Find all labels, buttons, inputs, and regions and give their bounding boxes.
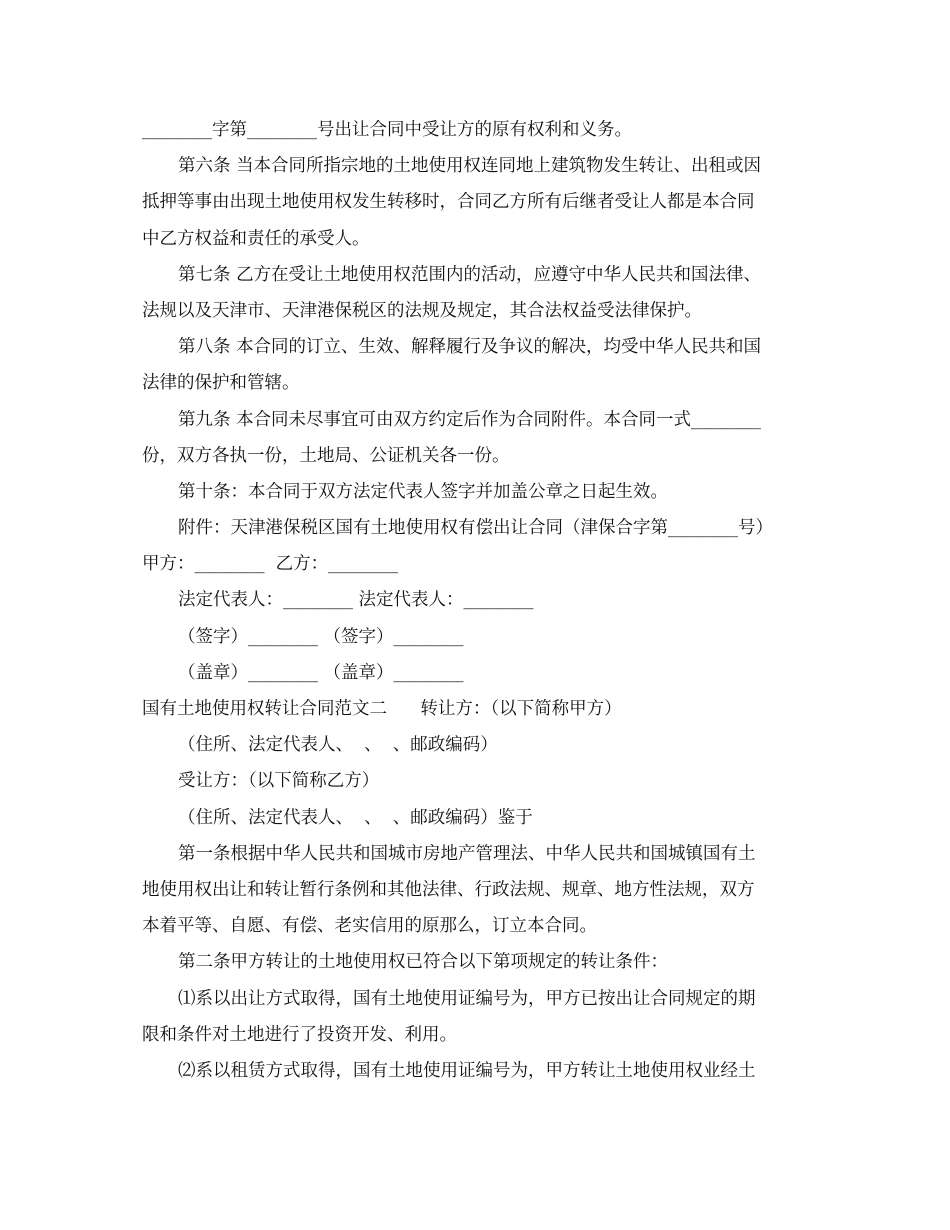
document-page xyxy=(142,112,807,1089)
text-line: 附件：天津港保税区国有土地使用权有偿出让合同（津保合字第________号） xyxy=(178,518,773,539)
text-line: 第一条根据中华人民共和国城市房地产管理法、中华人民共和国城镇国有土 xyxy=(178,843,756,864)
text-line: 第二条甲方转让的土地使用权已符合以下第项规定的转让条件： xyxy=(178,952,668,973)
text-line: （住所、法定代表人、 、 、邮政编码）鉴于 xyxy=(178,807,533,828)
text-line: 份，双方各执一份，土地局、公证机关各一份。 xyxy=(142,445,510,466)
text-line: 第六条 当本合同所指宗地的土地使用权连同地上建筑物发生转让、出租或因 xyxy=(178,156,762,177)
text-line: 抵押等事由出现土地使用权发生转移时，合同乙方所有后继者受让人都是本合同 xyxy=(142,192,755,213)
text-line: ⑴系以出让方式取得，国有土地使用证编号为，甲方已按出让合同规定的期 xyxy=(178,988,756,1009)
text-line: ⑵系以租赁方式取得，国有土地使用证编号为，甲方转让土地使用权业经土 xyxy=(178,1060,756,1081)
text-line: 法规以及天津市、天津港保税区的法规及规定，其合法权益受法律保护。 xyxy=(142,300,702,321)
text-line: 第十条：本合同于双方法定代表人签字并加盖公章之日起生效。 xyxy=(178,481,668,502)
text-line: 法定代表人：________ 法定代表人：________ xyxy=(178,590,534,611)
text-line: 第七条 乙方在受让土地使用权范围内的活动，应遵守中华人民共和国法律、 xyxy=(178,264,762,285)
text-line: （住所、法定代表人、 、 、邮政编码） xyxy=(178,735,498,756)
text-line: （签字）________ （签字）________ xyxy=(178,626,464,647)
text-line: 限和条件对土地进行了投资开发、利用。 xyxy=(142,1024,457,1045)
text-line: 地使用权出让和转让暂行条例和其他法律、行政法规、规章、地方性法规，双方 xyxy=(142,879,755,900)
text-line: 受让方：（以下简称乙方） xyxy=(178,771,380,792)
text-line: 第八条 本合同的订立、生效、解释履行及争议的解决，均受中华人民共和国 xyxy=(178,337,762,358)
text-line: 第九条 本合同未尽事宜可由双方约定后作为合同附件。本合同一式________ xyxy=(178,409,762,430)
text-line: 法律的保护和管辖。 xyxy=(142,373,300,394)
text-line: （盖章）________ （盖章）________ xyxy=(178,662,464,683)
text-line: 中乙方权益和责任的承受人。 xyxy=(142,228,370,249)
document-body xyxy=(142,112,807,1089)
text-line: ________字第________号出让合同中受让方的原有权利和义务。 xyxy=(142,120,632,140)
text-line: 国有土地使用权转让合同范文二 转让方：（以下简称甲方） xyxy=(142,699,622,719)
text-line: 甲方：________ 乙方：________ xyxy=(142,554,399,575)
text-line: 本着平等、自愿、有偿、老实信用的原那么，订立本合同。 xyxy=(142,916,597,937)
